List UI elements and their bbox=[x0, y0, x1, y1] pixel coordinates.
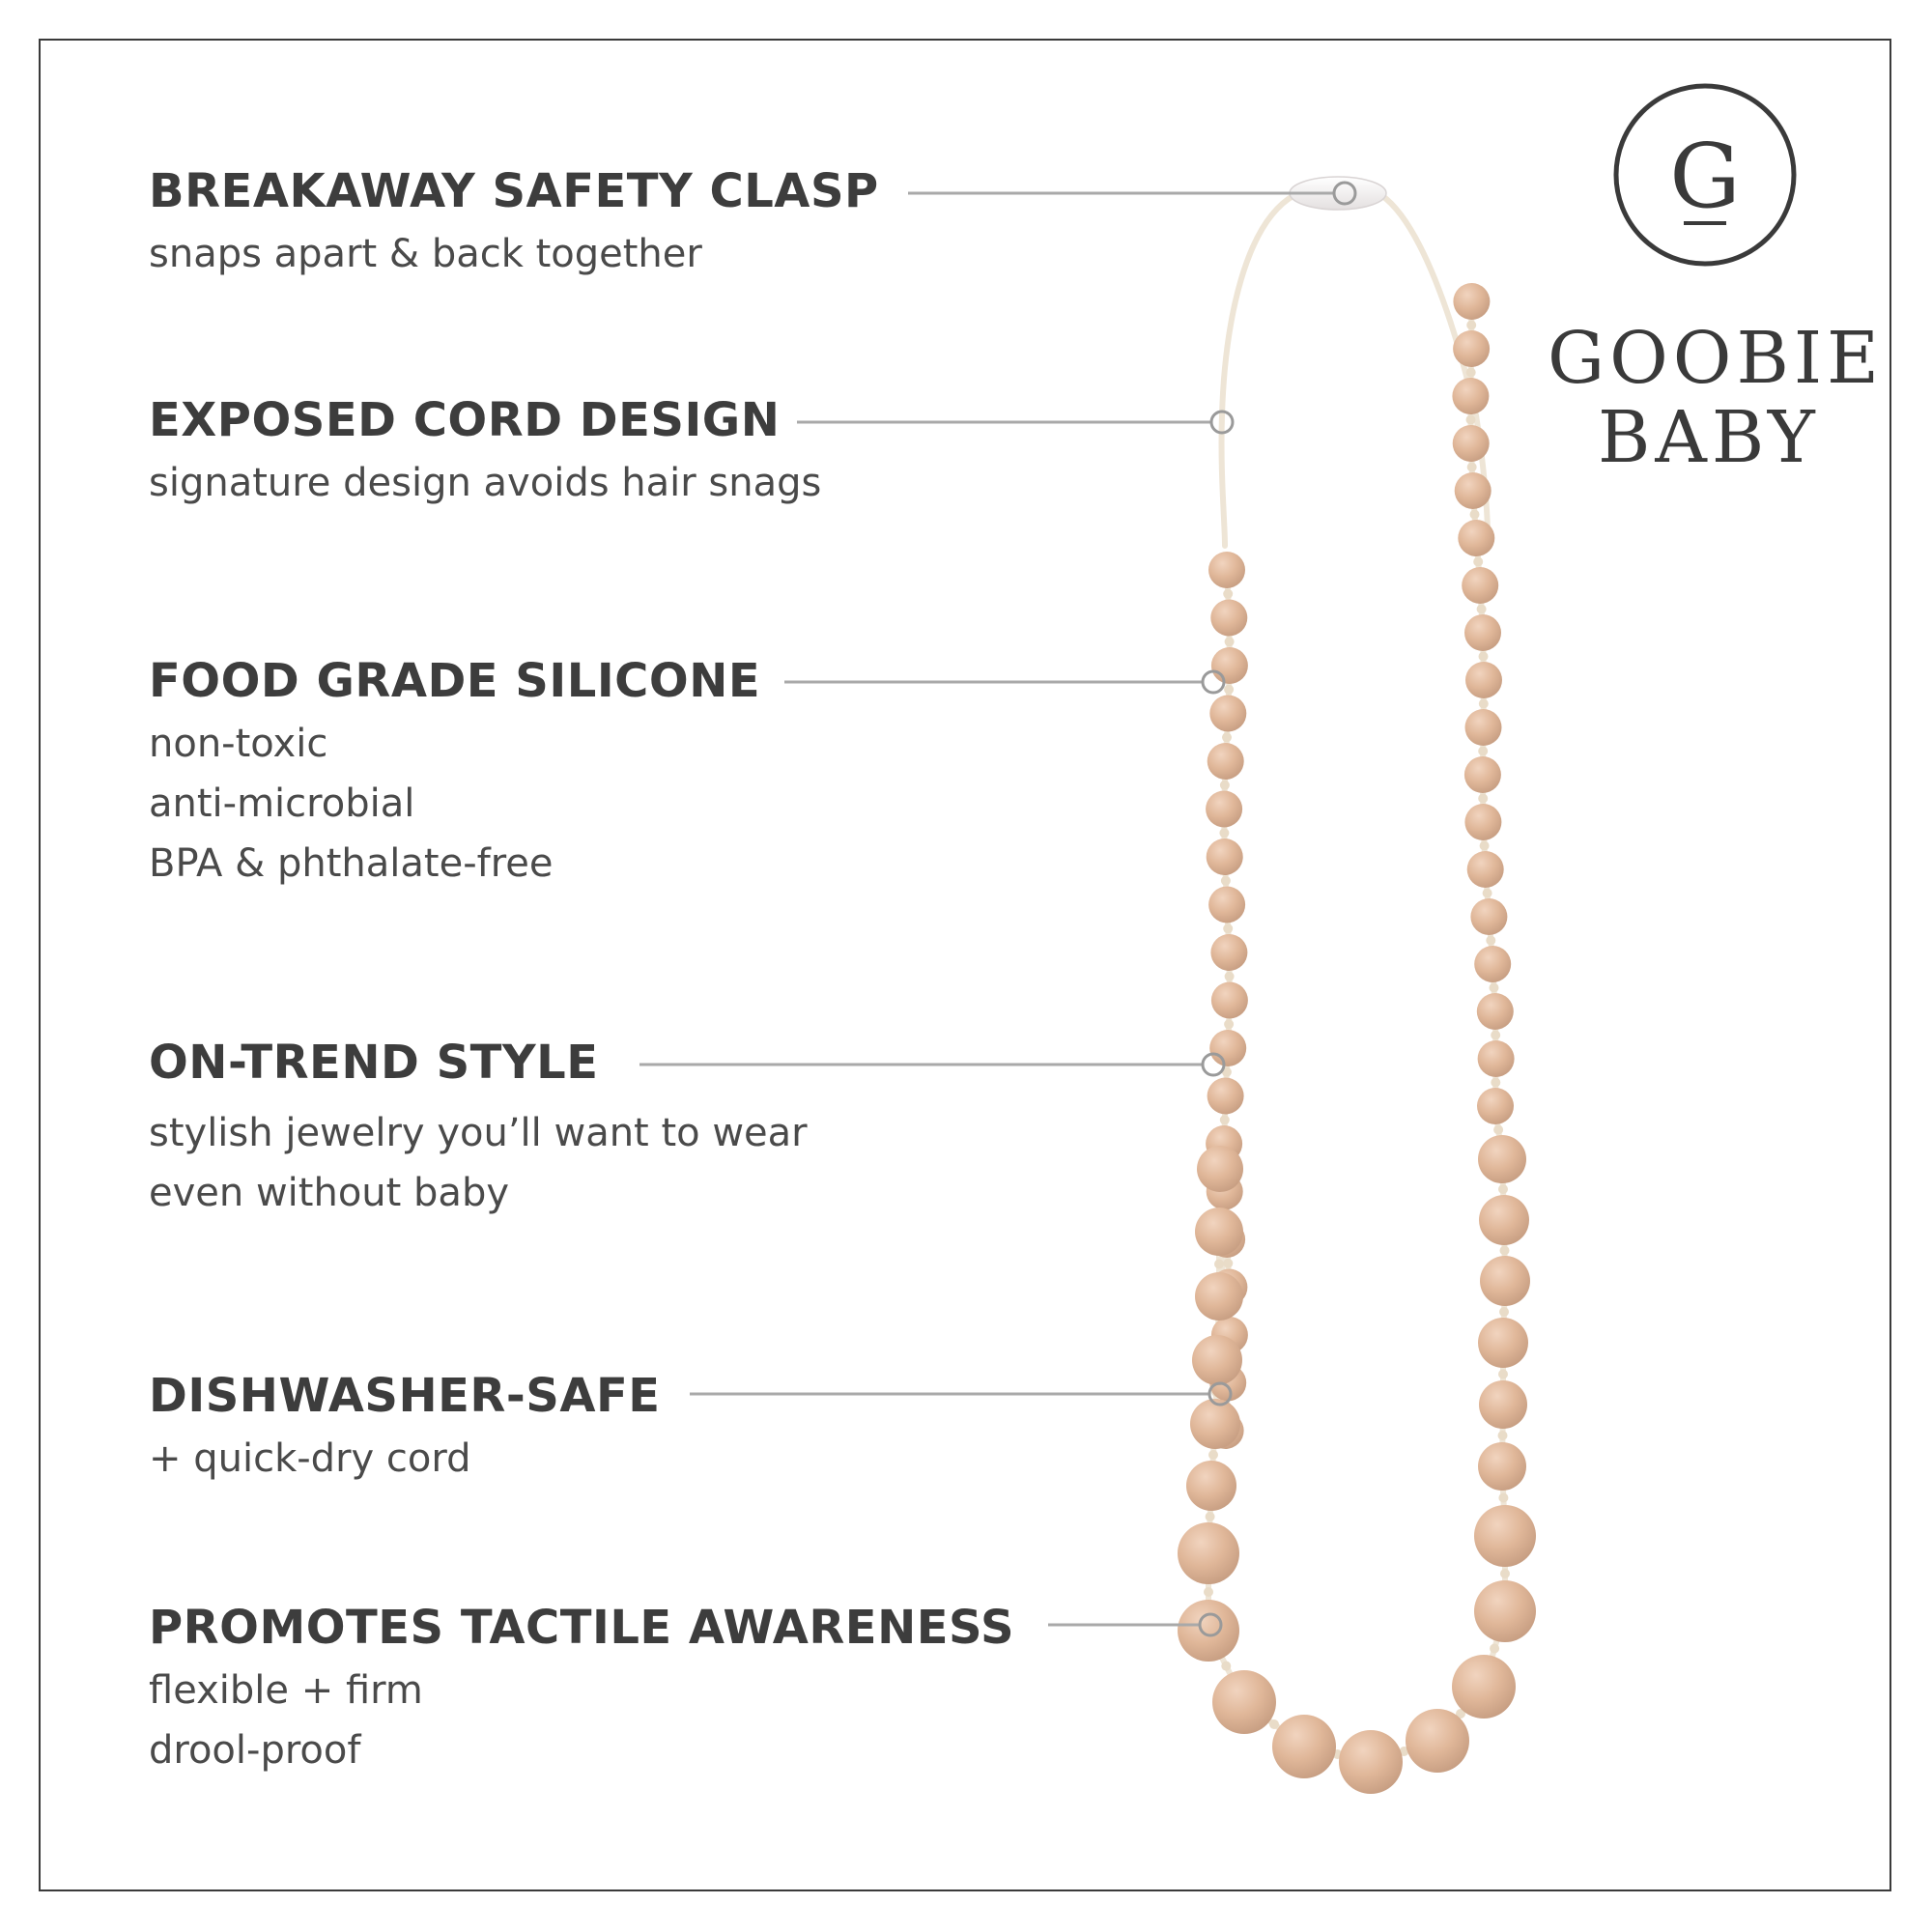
cord-through-beads bbox=[1208, 301, 1505, 1762]
bead bbox=[1208, 743, 1244, 780]
cord-knot bbox=[1214, 1260, 1224, 1269]
cord-knot bbox=[1466, 415, 1476, 425]
bead bbox=[1478, 1135, 1526, 1183]
cord-knot bbox=[1498, 1184, 1508, 1194]
cord-knot bbox=[1480, 841, 1490, 851]
bead bbox=[1458, 520, 1494, 556]
bead bbox=[1464, 804, 1501, 840]
bead bbox=[1453, 330, 1490, 367]
bead bbox=[1474, 1580, 1536, 1642]
cord-knot bbox=[1479, 652, 1489, 662]
cord-knot bbox=[1490, 983, 1499, 993]
bead bbox=[1212, 1670, 1276, 1734]
cord-knot bbox=[1473, 557, 1483, 567]
bead bbox=[1477, 993, 1514, 1030]
bead bbox=[1455, 472, 1492, 509]
bead bbox=[1197, 1146, 1243, 1192]
bead bbox=[1192, 1335, 1242, 1385]
cord-knot bbox=[1208, 1450, 1218, 1460]
bead bbox=[1195, 1272, 1243, 1321]
bead bbox=[1453, 283, 1490, 320]
cord-knot bbox=[1490, 1644, 1499, 1654]
cord-knot bbox=[1498, 1493, 1508, 1503]
bead bbox=[1452, 1655, 1516, 1719]
cord-knot bbox=[1221, 1662, 1231, 1671]
bead bbox=[1467, 851, 1504, 888]
bead bbox=[1211, 647, 1248, 684]
bead bbox=[1210, 934, 1247, 971]
feature-line: signature design avoids hair snags bbox=[149, 461, 822, 505]
cord-knot bbox=[1269, 1719, 1279, 1729]
bead bbox=[1478, 1040, 1515, 1077]
bead bbox=[1178, 1600, 1239, 1662]
bead bbox=[1209, 696, 1246, 732]
cord-knot bbox=[1220, 781, 1230, 790]
bead bbox=[1464, 614, 1501, 651]
bead bbox=[1339, 1730, 1403, 1794]
cord-knot bbox=[1500, 1569, 1510, 1578]
bead bbox=[1208, 552, 1245, 588]
cord-knot bbox=[1486, 936, 1495, 946]
bead bbox=[1207, 838, 1243, 875]
feature-title: DISHWASHER-SAFE bbox=[149, 1369, 661, 1423]
bead bbox=[1406, 1709, 1469, 1773]
bead bbox=[1470, 898, 1507, 935]
cord-knot bbox=[1498, 1370, 1508, 1379]
cord-knot bbox=[1223, 1259, 1233, 1268]
bead bbox=[1479, 1380, 1527, 1429]
bead bbox=[1272, 1715, 1336, 1778]
bead bbox=[1465, 662, 1502, 698]
bead bbox=[1462, 567, 1498, 604]
bead bbox=[1211, 982, 1248, 1019]
cord-knot bbox=[1478, 794, 1488, 804]
cord-knot bbox=[1223, 923, 1233, 933]
feature-line: flexible + firm bbox=[149, 1668, 423, 1713]
cord-knot bbox=[1483, 889, 1492, 898]
bead bbox=[1190, 1399, 1240, 1449]
bead bbox=[1186, 1461, 1236, 1511]
feature-title: BREAKAWAY SAFETY CLASP bbox=[149, 164, 879, 218]
cord-knot bbox=[1222, 732, 1232, 742]
cord-knot bbox=[1498, 1431, 1508, 1440]
cord-left bbox=[1222, 195, 1294, 546]
bead bbox=[1208, 887, 1245, 923]
cord-knot bbox=[1470, 510, 1480, 520]
bead bbox=[1178, 1522, 1239, 1584]
cord-knot bbox=[1467, 463, 1477, 472]
cord-knot bbox=[1225, 972, 1235, 981]
cord-knot bbox=[1466, 368, 1476, 378]
cord-knot bbox=[1204, 1587, 1213, 1597]
logo-monogram: G bbox=[1669, 125, 1741, 228]
bead bbox=[1453, 425, 1490, 462]
feature-title: FOOD GRADE SILICONE bbox=[149, 654, 761, 708]
bead bbox=[1209, 1030, 1246, 1066]
feature-line: + quick-dry cord bbox=[149, 1436, 471, 1481]
feature-line: drool-proof bbox=[149, 1728, 361, 1773]
bead bbox=[1452, 378, 1489, 414]
cord-knot bbox=[1220, 1115, 1230, 1124]
cord-knot bbox=[1224, 685, 1234, 695]
feature-title: ON-TREND STYLE bbox=[149, 1036, 599, 1090]
bead bbox=[1477, 1088, 1514, 1124]
cord-knot bbox=[1493, 1125, 1503, 1135]
cord-knot bbox=[1225, 637, 1235, 646]
necklace-beads bbox=[1178, 283, 1536, 1794]
cord-knot bbox=[1221, 876, 1231, 886]
bead bbox=[1474, 1505, 1536, 1567]
leader-endpoint-3 bbox=[1203, 671, 1224, 693]
feature-line: BPA & phthalate-free bbox=[149, 841, 554, 886]
bead bbox=[1480, 1256, 1530, 1306]
feature-line: non-toxic bbox=[149, 722, 328, 766]
feature-line: anti-microbial bbox=[149, 781, 415, 826]
cord-knot bbox=[1479, 699, 1489, 709]
bead bbox=[1208, 1078, 1244, 1115]
bead bbox=[1210, 600, 1247, 637]
cord-knot bbox=[1466, 321, 1476, 330]
cord-knot bbox=[1477, 605, 1487, 614]
leader-lines bbox=[639, 183, 1355, 1635]
bead bbox=[1474, 946, 1511, 982]
bead bbox=[1464, 756, 1501, 793]
cord-knot bbox=[1223, 589, 1233, 599]
feature-line: stylish jewelry you’ll want to wear bbox=[149, 1111, 808, 1155]
bead bbox=[1478, 1318, 1528, 1368]
feature-line: snaps apart & back together bbox=[149, 232, 702, 276]
feature-title: PROMOTES TACTILE AWARENESS bbox=[149, 1601, 1015, 1655]
cord-knot bbox=[1499, 1307, 1509, 1317]
bead bbox=[1465, 709, 1502, 746]
bead bbox=[1478, 1442, 1526, 1491]
cord-knot bbox=[1206, 1512, 1215, 1521]
cord-knot bbox=[1219, 828, 1229, 838]
brand-name-line2: BABY bbox=[1598, 396, 1820, 479]
cord-knot bbox=[1224, 1019, 1234, 1029]
cord-knot bbox=[1491, 1078, 1500, 1088]
bead bbox=[1195, 1208, 1243, 1256]
feature-line: even without baby bbox=[149, 1171, 510, 1215]
feature-title: EXPOSED CORD DESIGN bbox=[149, 393, 781, 447]
cord-knot bbox=[1491, 1031, 1500, 1040]
cord-knot bbox=[1478, 747, 1488, 756]
brand-name-line1: GOOBIE bbox=[1548, 317, 1885, 400]
bead bbox=[1479, 1195, 1529, 1245]
cord-knot bbox=[1500, 1246, 1510, 1256]
bead bbox=[1206, 791, 1242, 828]
